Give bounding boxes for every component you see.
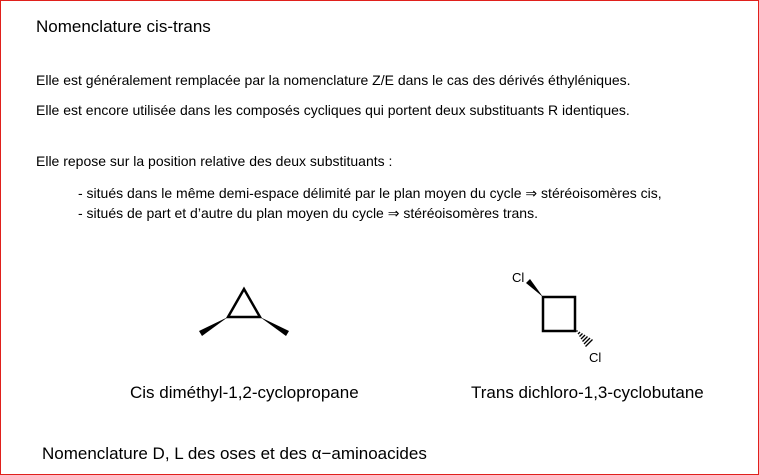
hashed-bond-bottom [577,331,593,347]
bullet-cis: - situés dans le même demi-espace délimité par le plan moyen du cycle ⇒ stéréoisomères cis, [78,185,662,201]
bullet-trans: - situés de part et d’autre du plan moyen du cycle ⇒ stéréoisomères trans. [78,205,538,221]
cyclobutane-ring [543,297,575,331]
caption-trans-dichlorocyclobutane: Trans dichloro-1,3-cyclobutane [471,383,704,402]
chlorine-label-bottom: Cl [589,350,602,365]
cyclopropane-ring [228,289,260,317]
chlorine-label-top: Cl [512,270,525,285]
caption-cis-dimethylcyclopropane: Cis diméthyl-1,2-cyclopropane [130,383,359,402]
trans-dichlorocyclobutane-structure [512,270,601,365]
paragraph-ze-replacement: Elle est généralement remplacée par la nomenclature Z/E dans le cas des dérivés éthyléniques. [36,72,631,88]
cis-dimethylcyclopropane-structure [199,289,289,336]
wedge-bond-right [260,317,289,336]
next-section-heading: Nomenclature D, L des oses et des α−aminoacides [42,444,427,463]
paragraph-relative-position: Elle repose sur la position relative des deux substituants : [36,153,393,169]
slide-title: Nomenclature cis-trans [36,17,211,36]
wedge-bond-left [199,317,228,336]
wedge-bond-top [526,279,543,297]
paragraph-cyclic-usage: Elle est encore utilisée dans les composés cycliques qui portent deux substituants R identiques. [36,102,630,118]
